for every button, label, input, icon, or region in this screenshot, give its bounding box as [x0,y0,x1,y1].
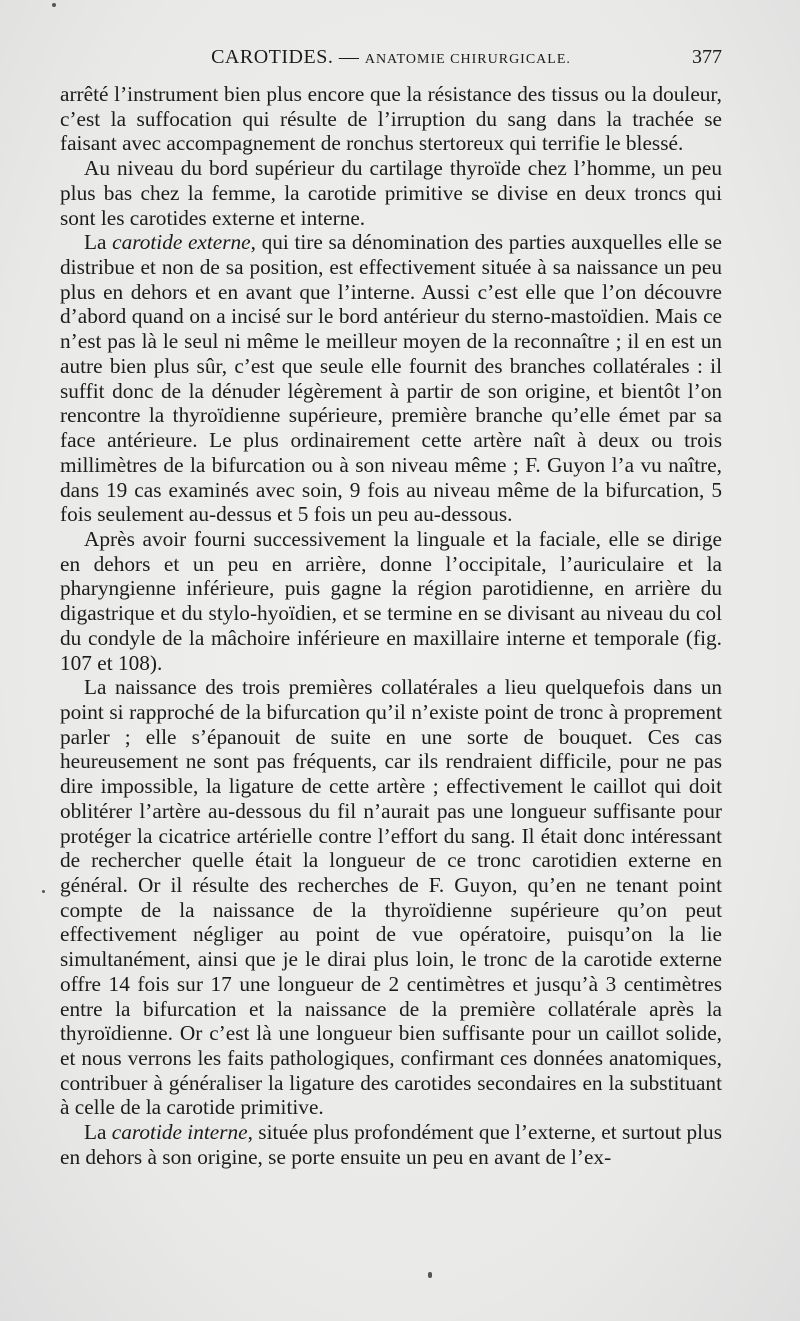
paragraph-3-text: , qui tire sa dénomination des parties auxquelles elle se distribue et non de sa position, est effectivement située à sa naissance un peu plus en dehors et en avant que l’interne. Aussi c’est elle que l’on découvre d’abord quand on a incisé sur le bord antérieur du sterno-mastoïdien. Mais ce n’est pas là le seul ni même le meilleur moyen de la reconnaître ; il en est un autre bien plus sûr, c’est que seule elle fournit des branches collatérales : il suffit donc de la dénuder légèrement à partir de son origine, et bientôt l’on rencontre la thyroïdienne supérieure, première branche qu’elle émet par sa face antérieure. Le plus ordinairement cette artère naît à deux ou trois millimètres de la bifurcation ou à son niveau même ; F. Guyon l’a vu naître, dans 19 cas examinés avec soin, 9 fois au niveau même de la bifurcation, 5 fois seulement au-dessus et 5 fois un peu au-dessous. [60,230,722,527]
body-text [60,82,722,1170]
chapter-title: CAROTIDES. [211,46,334,68]
page-number: 377 [692,46,722,68]
paragraph-6-text: , située plus profondément que l’externe, et surtout plus en dehors à son origine, se porte ensuite un peu en avant de l’ex- [60,1120,722,1169]
paragraph-1: arrêté l’instrument bien plus encore que la résistance des tissus ou la douleur, c’est la suffocation qui résulte de l’irruption du sang dans la trachée se faisant avec accompagnement de ronchus stertoreux qui terrifie le blessé. [60,82,722,156]
header-dash: — [333,46,365,68]
paper-speck [52,3,56,7]
section-subtitle: ANATOMIE CHIRURGICALE. [364,52,571,67]
paragraph-6 [60,1120,722,1169]
paragraph-6-lead: La [84,1120,112,1145]
paper-speck [428,1272,432,1278]
paragraph-3 [60,230,722,527]
paragraph-2: Au niveau du bord supérieur du cartilage thyroïde chez l’homme, un peu plus bas chez la femme, la carotide primitive se divise en deux troncs qui sont les carotides externe et interne. [60,156,722,230]
paragraph-4: Après avoir fourni successivement la linguale et la faciale, elle se dirige en dehors et un peu en arrière, donne l’occipitale, l’auriculaire et la pharyngienne inférieure, puis gagne la région parotidienne, en arrière du digastrique et du stylo-hyoïdien, et se termine en se divisant au niveau du col du condyle de la mâchoire inférieure en maxillaire interne et temporale (fig. 107 et 108). [60,526,722,675]
paper-speck [42,890,45,893]
term-carotide-interne: carotide interne [111,1120,248,1145]
paragraph-5: La naissance des trois premières collatérales a lieu quelquefois dans un point si rapproché de la bifurcation qu’il n’existe point de tronc à proprement parler ; elle s’épanouit de suite en une sorte de bouquet. Ces cas heureusement ne sont pas fréquents, car ils rendraient difficile, pour ne pas dire impossible, la ligature de cette artère ; effectivement le caillot qui doit oblitérer l’artère au-dessous du fil n’aurait pas une longueur suffisante pour protéger la cicatrice artérielle contre l’effort du sang. Il était donc intéressant de rechercher quelle était la longueur de ce tronc carotidien externe en général. Or il résulte des recherches de F. Guyon, qu’en ne tenant point compte de la naissance de la thyroïdienne supérieure qu’on peut effectivement négliger au point de vue opératoire, puisqu’on la lie simultanément, ainsi que je le dirai plus loin, le tronc de la carotide externe offre 14 fois sur 17 une longueur de 2 centimètres et jusqu’à 3 centimètres entre la bifurcation et la naissance de la première collatérale après la thyroïdienne. Or c’est là une longueur bien suffisante pour un caillot solide, et nous verrons les faits pathologiques, confirmant ces données anatomiques, contribuer à généraliser la ligature des carotides secondaires en la substituant à celle de la carotide primitive. [60,675,722,1120]
paragraph-3-lead: La [84,230,113,255]
term-carotide-externe: carotide externe [112,230,251,255]
header-title-line [60,46,722,69]
running-header [60,46,722,76]
